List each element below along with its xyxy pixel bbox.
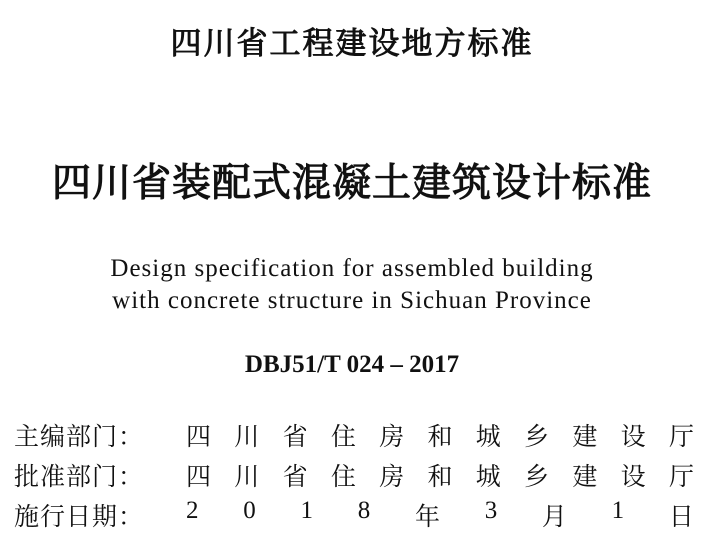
editor-char: 省 bbox=[282, 422, 308, 451]
approver-char: 乡 bbox=[524, 462, 550, 491]
effective-date-label: 施行日期： bbox=[14, 502, 145, 531]
date-char: 1 bbox=[300, 497, 313, 524]
english-title-line-2: with concrete structure in Sichuan Province bbox=[112, 287, 592, 314]
editor-char: 厅 bbox=[668, 422, 694, 451]
effective-date-value bbox=[164, 497, 694, 533]
editor-char: 川 bbox=[234, 422, 260, 451]
approver-char: 设 bbox=[620, 462, 646, 491]
main-title: 四川省装配式混凝土建筑设计标准 bbox=[51, 161, 652, 206]
date-char: 2 bbox=[186, 497, 199, 524]
approver-char: 房 bbox=[379, 462, 405, 491]
editor-char: 设 bbox=[620, 422, 646, 451]
editor-char: 四 bbox=[186, 422, 212, 451]
editor-char: 城 bbox=[475, 422, 501, 451]
editor-char: 住 bbox=[330, 422, 356, 451]
approver-char: 川 bbox=[234, 462, 260, 491]
approver-char: 四 bbox=[186, 462, 212, 491]
english-title bbox=[0, 253, 704, 317]
editor-char: 和 bbox=[427, 422, 453, 451]
editor-label: 主编部门： bbox=[14, 422, 145, 451]
editor-char: 房 bbox=[379, 422, 405, 451]
approver-value bbox=[164, 457, 694, 493]
editor-row bbox=[14, 416, 694, 454]
approver-char: 厅 bbox=[668, 462, 694, 491]
editor-char: 乡 bbox=[524, 422, 550, 451]
editor-char: 建 bbox=[572, 422, 598, 451]
standard-code: DBJ51/T 024 – 2017 bbox=[244, 351, 460, 378]
date-char: 3 bbox=[484, 497, 498, 524]
series-title: 四川省工程建设地方标准 bbox=[170, 26, 534, 62]
effective-date-row bbox=[14, 496, 694, 534]
approver-char: 城 bbox=[475, 462, 501, 491]
date-char: 1 bbox=[611, 497, 625, 524]
approver-char: 和 bbox=[427, 462, 453, 491]
date-char: 日 bbox=[668, 502, 694, 531]
approver-char: 省 bbox=[282, 462, 308, 491]
date-char: 0 bbox=[243, 497, 256, 524]
approver-char: 建 bbox=[572, 462, 598, 491]
english-title-line-1: Design specification for assembled building bbox=[110, 255, 594, 282]
date-char: 月 bbox=[541, 502, 567, 531]
editor-value bbox=[164, 417, 694, 453]
approver-row bbox=[14, 456, 694, 494]
date-char: 年 bbox=[414, 502, 440, 531]
approver-label: 批准部门： bbox=[14, 462, 145, 491]
date-char: 8 bbox=[357, 497, 371, 524]
approver-char: 住 bbox=[330, 462, 356, 491]
